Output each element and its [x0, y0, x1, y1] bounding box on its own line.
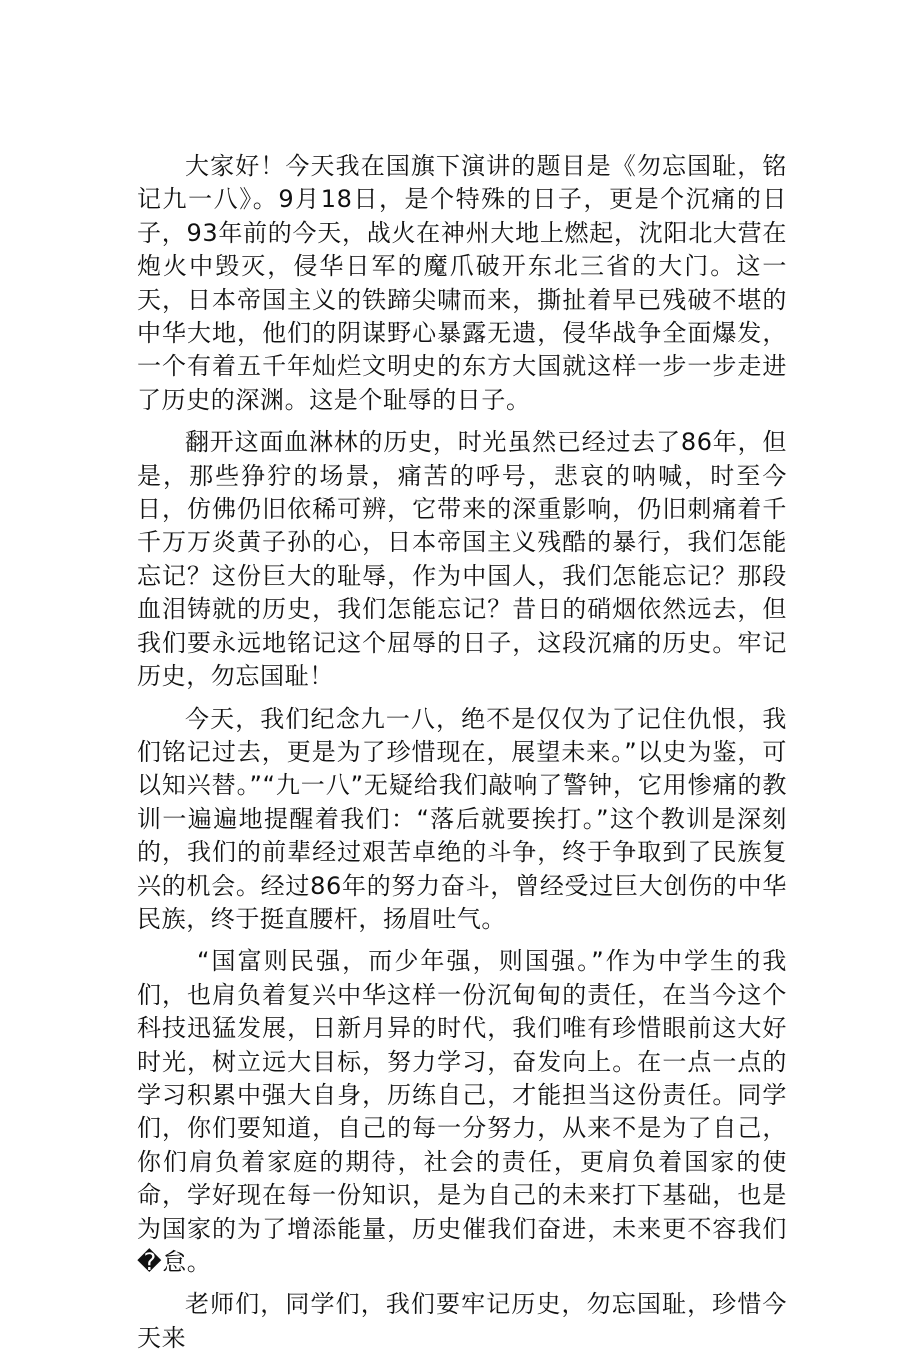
paragraph-3: 今天，我们纪念九一八，绝不是仅仅为了记住仇恨，我们铭记过去，更是为了珍惜现在，展望未来。”以史为鉴，可以知兴替。”“九一八”无疑给我们敲响了警钟，它用惨痛的教训一遍遍地提醒着我们：“落后就要挨打。”这个教训是深刻的，我们的前辈经过艰苦卓绝的斗争，终于争取到了民族复兴的机会。经过86年的努力奋斗，曾经受过巨大创伤的中华民族，终于挺直腰杆，扬眉吐气。 — [137, 704, 787, 933]
paragraph-2: 翻开这面血淋林的历史，时光虽然已经过去了86年，但是，那些狰狞的场景，痛苦的呼号，悲哀的呐喊，时至今日，仿佛仍旧依稀可辨，它带来的深重影响，仍旧刺痛着千千万万炎黄子孙的心，日本帝国主义残酷的暴行，我们怎能忘记？这份巨大的耻辱，作为中国人，我们怎能忘记？那段血泪铸就的历史，我们怎能忘记？昔日的硝烟依然远去，但我们要永远地铭记这个屈辱的日子，这段沉痛的历史。牢记历史，勿忘国耻！ — [137, 428, 787, 691]
paragraph-5: 老师们，同学们，我们要牢记历史，勿忘国耻，珍惜今天来 — [137, 1290, 787, 1352]
speech-body — [137, 150, 787, 1364]
paragraph-1: 大家好！今天我在国旗下演讲的题目是《勿忘国耻，铭记九一八》。9月18日，是个特殊的日子，更是个沉痛的日子，93年前的今天，战火在神州大地上燃起，沈阳北大营在炮火中毁灭，侵华日军的魔爪破开东北三省的大门。这一天，日本帝国主义的铁蹄尖啸而来，撕扯着早已残破不堪的中华大地，他们的阴谋野心暴露无遗，侵华战争全面爆发，一个有着五千年灿烂文明史的东方大国就这样一步一步走进了历史的深渊。这是个耻辱的日子。 — [137, 152, 787, 414]
paragraph-4: “国富则民强，而少年强，则国强。”作为中学生的我们，也肩负着复兴中华这样一份沉甸甸的责任，在当今这个科技迅猛发展，日新月异的时代，我们唯有珍惜眼前这大好时光，树立远大目标，努力学习，奋发向上。在一点一点的学习积累中强大自身，历练自己，才能担当这份责任。同学们，你们要知道，自己的每一分努力，从来不是为了自己，你们肩负着家庭的期待，社会的责任，更肩负着国家的使命，学好现在每一份知识，是为自己的未来打下基础，也是为国家的为了增添能量，历史催我们奋进，未来更不容我们�怠。 — [137, 947, 787, 1276]
